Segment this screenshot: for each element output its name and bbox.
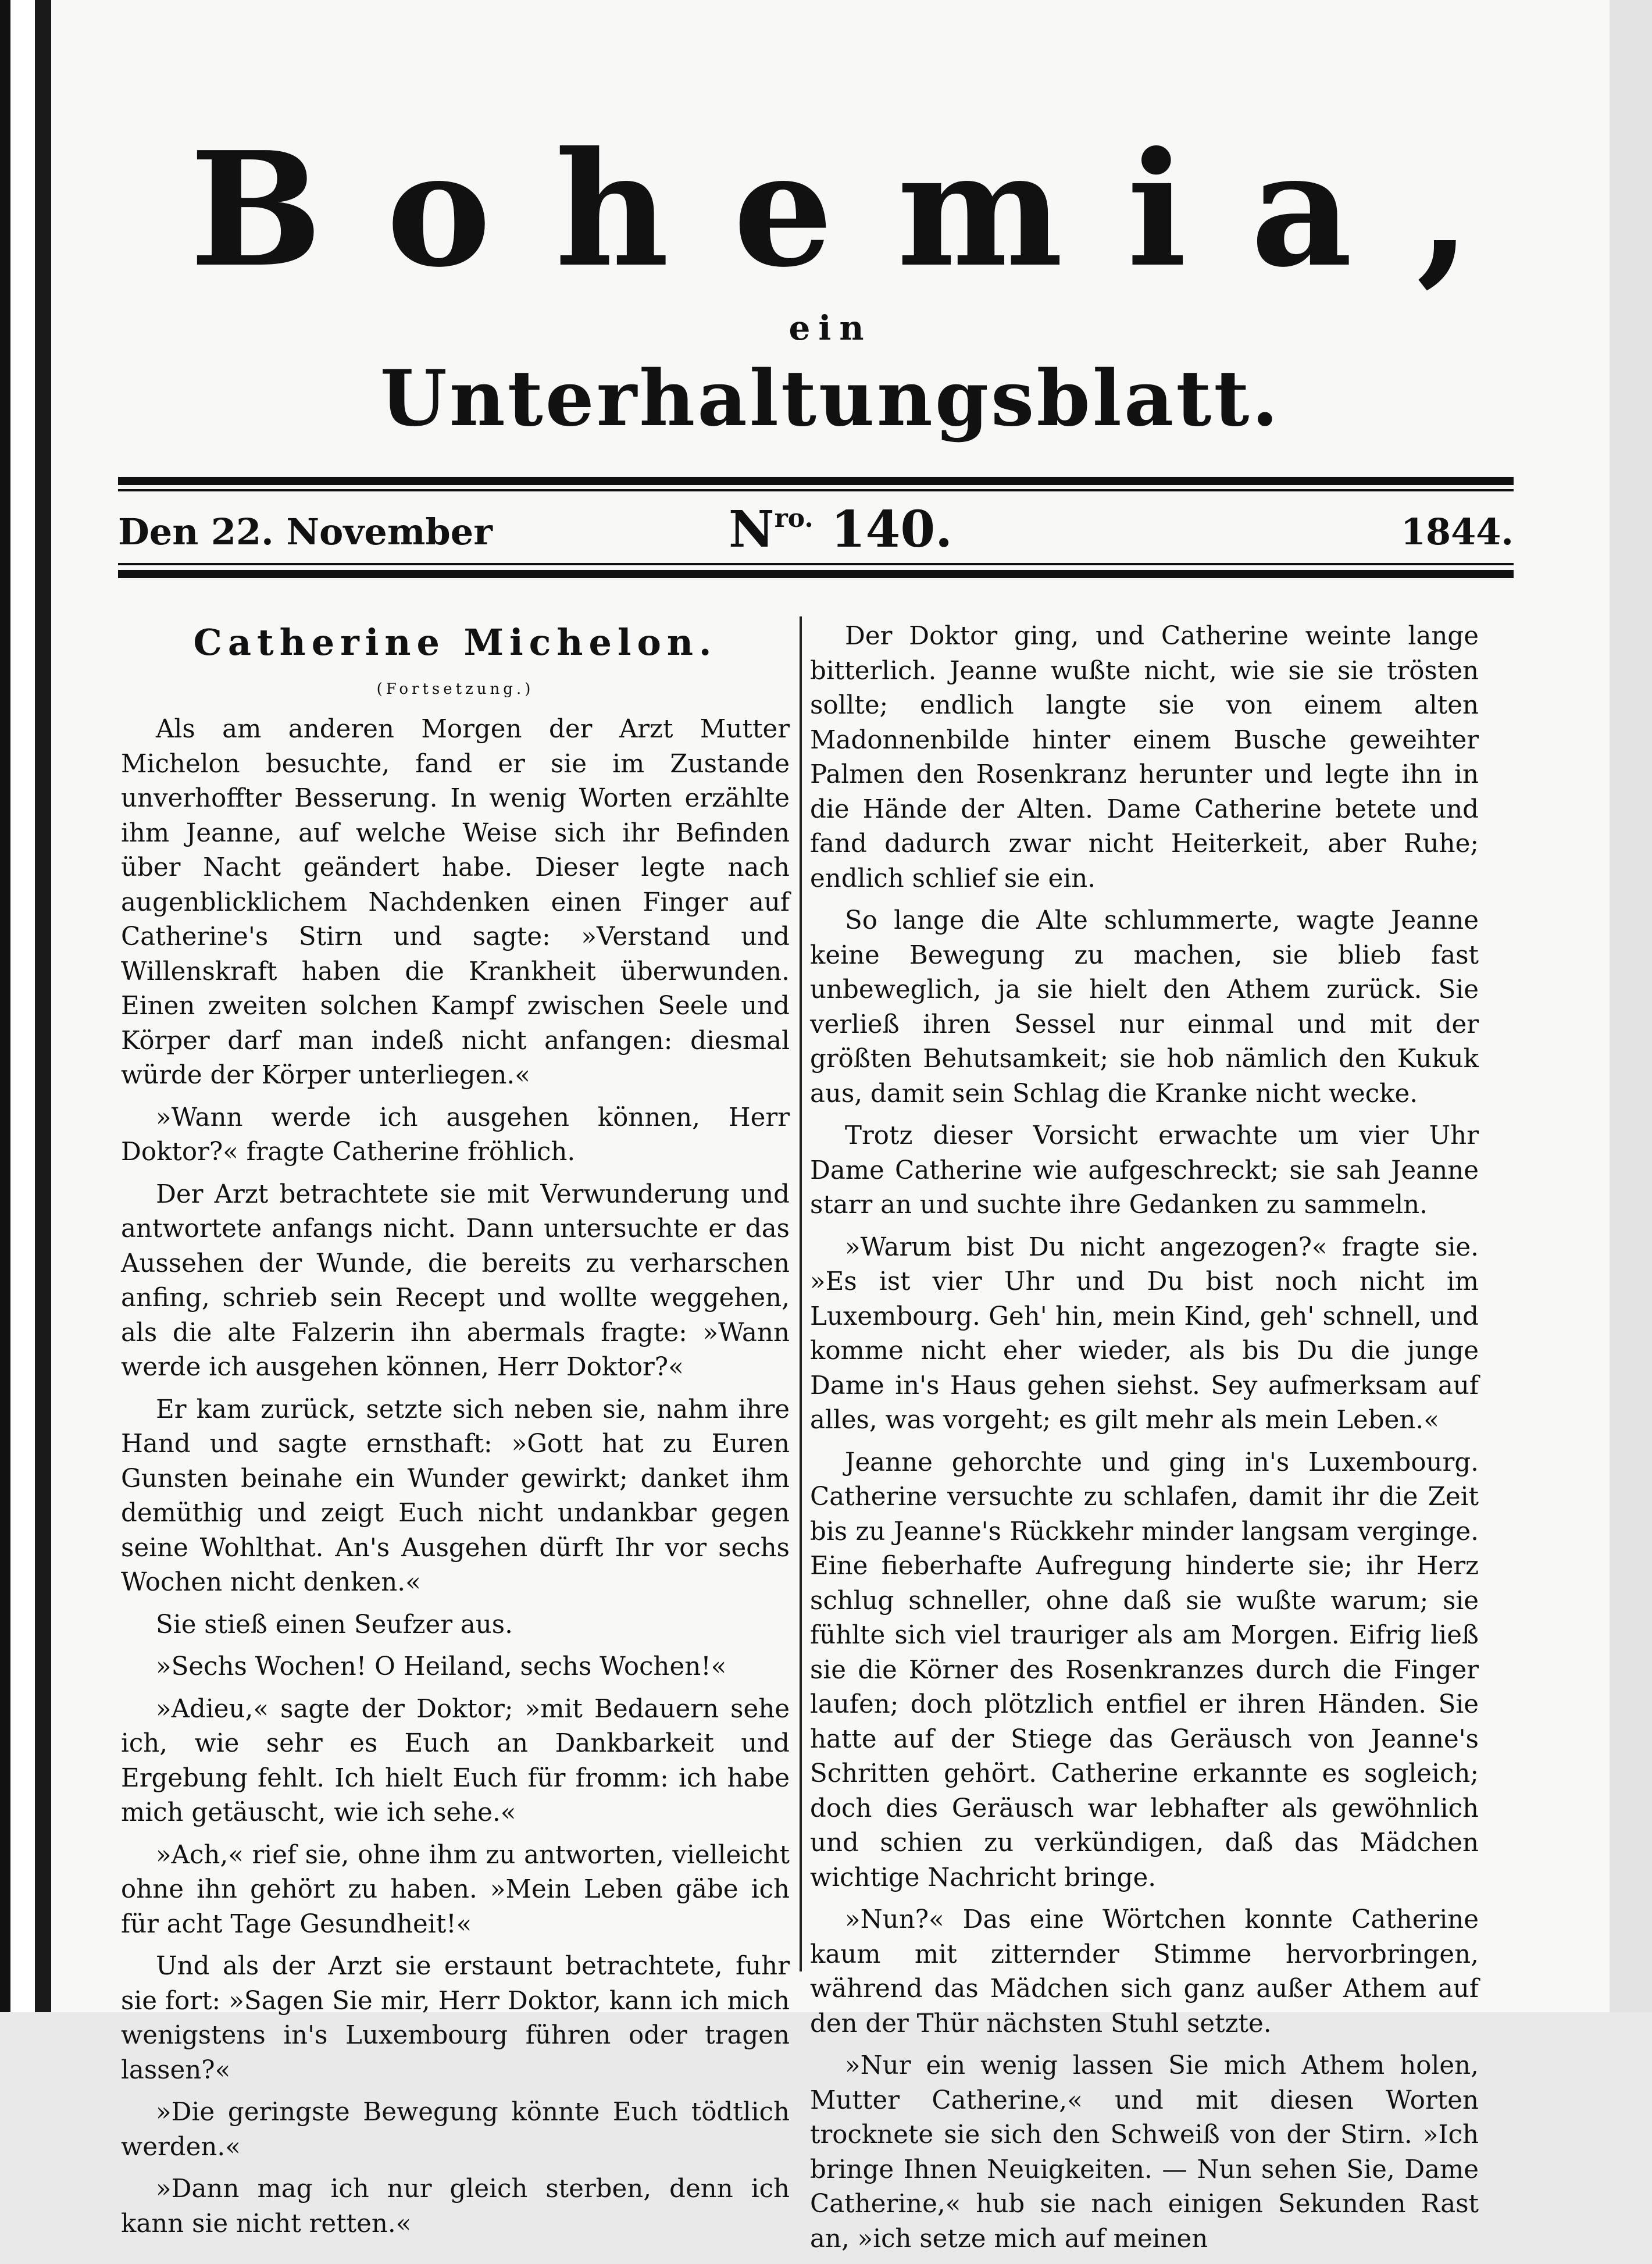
subtitle-unterhaltungsblatt: Unterhaltungsblatt. [380, 354, 1281, 444]
issue-number-value: 140. [830, 500, 953, 559]
bottom-rule-thick [118, 570, 1514, 578]
bottom-rule-thin [118, 563, 1514, 565]
paragraph: »Warum bist Du nicht angezogen?« fragte sie. »Es ist vier Uhr und Du bist noch nicht im Luxembourg. Geh' hin, mein Kind, geh' schnell, und komme nicht eher wieder, als bis Du die junge Dame in's Haus gehen siehst. Sey aufmerksam auf alles, was vorgeht; es gilt mehr als mein Leben.« [810, 1232, 1479, 1435]
scan-page-shadow [35, 0, 51, 2012]
paragraph: »Sechs Wochen! O Heiland, sechs Wochen!« [156, 1652, 727, 1681]
paragraph: »Dann mag ich nur gleich sterben, denn ich kann sie nicht retten.« [121, 2174, 790, 2238]
dateline [118, 500, 1514, 558]
paragraph: Und als der Arzt sie erstaunt betrachtete, fuhr sie fort: »Sagen Sie mir, Herr Doktor, kann ich mich wenigstens in's Luxembourg führen oder tragen lassen?« [121, 1952, 790, 2085]
paragraph: »Die geringste Bewegung könnte Euch tödtlich werden.« [121, 2098, 790, 2162]
newspaper-page [51, 0, 1610, 2254]
paragraph: »Nun?« Das eine Wörtchen konnte Catherine kaum mit zitternder Stimme hervorbringen, während das Mädchen sich ganz außer Athem auf den der Thür nächsten Stuhl setzte. [810, 1905, 1479, 2038]
left-column [121, 619, 790, 2249]
issue-year: 1844. [1400, 511, 1514, 553]
newspaper-title: Bohemia, [190, 117, 1535, 302]
continued-note: (Fortsetzung.) [376, 680, 534, 698]
paragraph: »Ach,« rief sie, ohne ihm zu antworten, vielleicht ohne ihn gehört zu haben. »Mein Leben gäbe ich für acht Tage Gesundheit!« [121, 1840, 790, 1939]
column-divider [800, 616, 802, 1971]
issue-number-prefix: N [729, 500, 775, 559]
paragraph: Der Arzt betrachtete sie mit Verwunderung und antwortete anfangs nicht. Dann untersuchte er das Aussehen der Wunde, die bereits zu verharschen anfing, schrieb sein Recept und wollte weggehen, als die alte Falzerin ihn abermals fragte: »Wann werde ich ausgehen können, Herr Doktor?« [121, 1179, 790, 1382]
top-rule-thin [118, 489, 1514, 491]
issue-number [729, 500, 952, 559]
paragraph: »Nur ein wenig lassen Sie mich Athem holen, Mutter Catherine,« und mit diesen Worten trocknete sie sich den Schweiß von der Stirn. »Ich bringe Ihnen Neuigkeiten. — Nun sehen Sie, Dame Catherine,« hub sie nach einigen Sekunden Rast an, »ich setze mich auf meinen [810, 2051, 1479, 2254]
right-column [810, 619, 1479, 2264]
masthead [51, 117, 1610, 444]
paragraph: Trotz dieser Vorsicht erwachte um vier Uhr Dame Catherine wie aufgeschreckt; sie sah Jeanne starr an und suchte ihre Gedanken zu sammeln. [810, 1121, 1479, 1220]
scan-right-edge [1610, 0, 1652, 2012]
paragraph: Er kam zurück, setzte sich neben sie, nahm ihre Hand und sagte ernsthaft: »Gott hat zu Euren Gunsten beinahe ein Wunder gewirkt; danket ihm demüthig und zeigt Euch nicht undankbar gegen seine Wohlthat. An's Ausgehen dürft Ihr vor sechs Wochen nicht denken.« [121, 1395, 790, 1597]
subtitle-ein: ein [788, 308, 872, 348]
article-title: Catherine Michelon. [193, 621, 718, 664]
paragraph: Der Doktor ging, und Catherine weinte lange bitterlich. Jeanne wußte nicht, wie sie sie trösten sollte; endlich langte sie von einem alten Madonnenbilde hinter einem Busche geweihter Palmen den Rosenkranz herunter und legte ihn in die Hände der Alten. Dame Catherine betete und fand dadurch zwar nicht Heiterkeit, aber Ruhe; endlich schlief sie ein. [810, 622, 1479, 893]
scan-binding-strip [0, 0, 10, 2012]
scan-left-edge [0, 0, 51, 2012]
paragraph: »Adieu,« sagte der Doktor; »mit Bedauern sehe ich, wie sehr es Euch an Dankbarkeit und Ergebung fehlt. Ich hielt Euch für fromm: ich habe mich getäuscht, wie ich sehe.« [121, 1694, 790, 1827]
paragraph: »Wann werde ich ausgehen können, Herr Doktor?« fragte Catherine fröhlich. [121, 1103, 790, 1167]
paragraph: Jeanne gehorchte und ging in's Luxembourg. Catherine versuchte zu schlafen, damit ihr die Zeit bis zu Jeanne's Rückkehr minder langsam verginge. Eine fieberhafte Aufregung hinderte sie; ihr Herz schlug schneller, ohne daß sie wußte warum; sie fühlte sich viel trauriger als am Morgen. Eifrig ließ sie die Körner des Rosenkranzes durch die Finger laufen; doch plötzlich entfiel er ihren Händen. Sie hatte auf der Stiege das Geräusch von Jeanne's Schritten gehört. Catherine erkannte es sogleich; doch dies Geräusch war lebhafter als gewöhnlich und schien zu verkündigen, daß das Mädchen wichtige Nachricht bringe. [810, 1447, 1479, 1892]
paragraph: Sie stieß einen Seufzer aus. [156, 1610, 513, 1639]
paragraph: So lange die Alte schlummerte, wagte Jeanne keine Bewegung zu machen, sie blieb fast unbeweglich, ja sie hielt den Athem zurück. Sie verließ ihren Sessel nur einmal und mit der größten Behutsamkeit; sie hob nämlich den Kukuk aus, damit sein Schlag die Kranke nicht wecke. [810, 906, 1479, 1108]
top-rule-thick [118, 477, 1514, 485]
issue-date: Den 22. November [118, 511, 493, 553]
paragraph: Als am anderen Morgen der Arzt Mutter Michelon besuchte, fand er sie im Zustande unverhoffter Besserung. In wenig Worten erzählte ihm Jeanne, auf welche Weise sich ihr Befinden über Nacht geändert habe. Dieser legte nach augenblicklichem Nachdenken einen Finger auf Catherine's Stirn und sagte: »Verstand und Willenskraft haben die Krankheit überwunden. Einen zweiten solchen Kampf zwischen Seele und Körper darf man indeß nicht anfangen: diesmal würde der Körper unterliegen.« [121, 715, 790, 1090]
issue-number-suffix: ro. [774, 504, 813, 533]
